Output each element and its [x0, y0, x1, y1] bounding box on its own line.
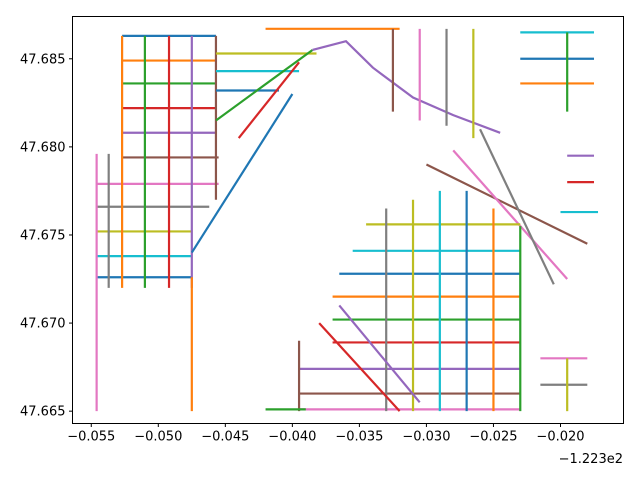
street-segment: [192, 94, 293, 253]
y-axis: [20, 52, 73, 419]
y-tick-label: 47.685: [20, 52, 66, 68]
x-tick-label: −0.055: [67, 429, 116, 445]
x-axis-offset-label: −1.223e2: [558, 452, 623, 467]
y-tick-label: 47.670: [20, 316, 66, 332]
y-tick-label: 47.665: [20, 404, 66, 420]
street-segment: [216, 50, 313, 120]
street-segment: [453, 150, 567, 279]
x-axis: [67, 424, 584, 445]
x-tick-label: −0.045: [201, 429, 250, 445]
street-segment: [480, 129, 554, 284]
street-segment: [319, 323, 399, 411]
street-segment: [426, 165, 587, 244]
y-tick-label: 47.675: [20, 228, 66, 244]
x-tick-label: −0.040: [268, 429, 317, 445]
x-tick-label: −0.020: [536, 429, 585, 445]
x-tick-label: −0.030: [402, 429, 451, 445]
plot-area: [97, 29, 598, 411]
x-tick-label: −0.035: [335, 429, 384, 445]
x-tick-label: −0.025: [469, 429, 518, 445]
y-tick-label: 47.680: [20, 140, 66, 156]
x-tick-label: −0.050: [134, 429, 183, 445]
street-segment: [239, 62, 299, 138]
street-segment: [312, 41, 500, 133]
